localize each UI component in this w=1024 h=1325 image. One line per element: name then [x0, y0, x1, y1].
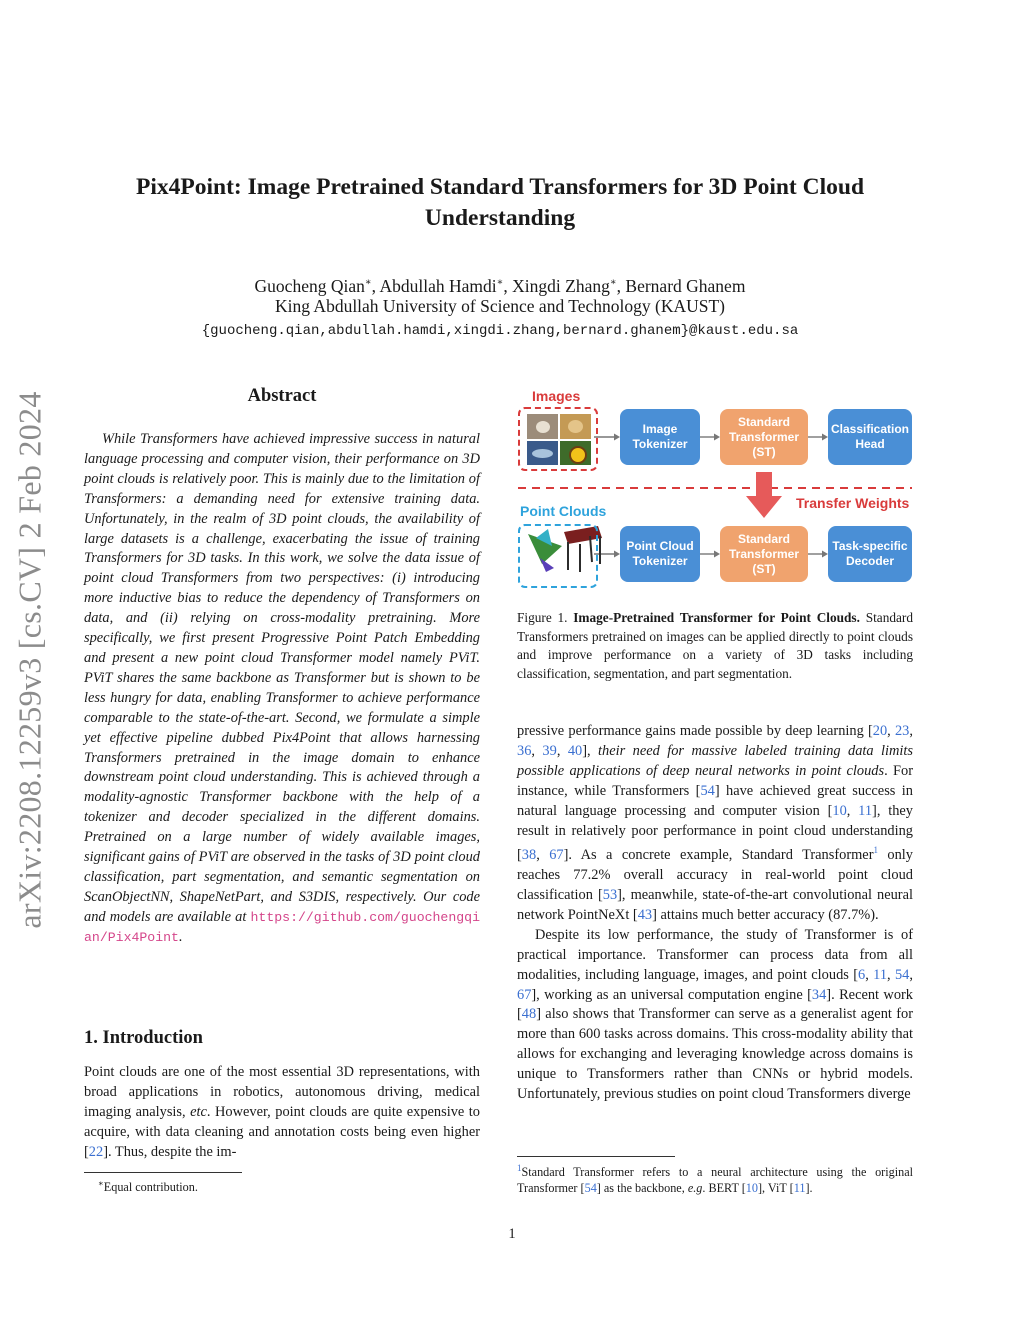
citation-link[interactable]: 53	[602, 887, 618, 904]
author-emails: {guocheng.qian,abdullah.hamdi,xingdi.zhang,bernard.ghanem}@kaust.edu.sa	[201, 323, 799, 339]
citation-link[interactable]: 10	[745, 1181, 758, 1196]
footnote-ref[interactable]: 1	[517, 1163, 522, 1173]
text-segment: ], meanwhile, state-of-the-art convolutional neural network PointNeXt [	[517, 887, 913, 923]
author-list: Guocheng Qian∗, Abdullah Hamdi∗, Xingdi Zhang∗, Bernard Ghanem	[254, 275, 746, 296]
arxiv-stamp	[0, 0, 60, 980]
standard-transformer-box-top: Standard Transformer (ST)	[720, 409, 808, 465]
citation-link[interactable]: 11	[858, 802, 873, 819]
citation-link[interactable]: 43	[637, 906, 653, 923]
text-segment: ,	[887, 723, 895, 739]
text-segment: ,	[846, 802, 859, 819]
text-segment: ], working as an universal computation engine [	[531, 986, 812, 1003]
paragraph	[517, 722, 913, 926]
citation-link[interactable]: 38	[521, 847, 537, 864]
footnote-ref[interactable]: 1	[873, 845, 878, 856]
footnote-rule-right	[517, 1156, 675, 1157]
citation-link[interactable]: 36	[517, 742, 532, 759]
text-segment: ,	[531, 742, 543, 759]
footnote-text: Equal contribution.	[103, 1180, 198, 1195]
classification-head-box: Classification Head	[828, 409, 912, 465]
standard-transformer-box-bottom: Standard Transformer (ST)	[720, 526, 808, 582]
text-segment: ].	[805, 1181, 813, 1196]
citation-link[interactable]: 11	[793, 1181, 806, 1196]
paper-title: Pix4Point: Image Pretrained Standard Transformers for 3D Point Cloud Understanding	[135, 174, 865, 231]
introduction-body	[84, 1063, 480, 1163]
italic-text: etc	[190, 1103, 207, 1120]
text-segment: . BERT [	[702, 1181, 746, 1196]
point-cloud-tokenizer-box: Point Cloud Tokenizer	[620, 526, 700, 582]
text-segment: ] also shows that Transformer can serve as a generalist agent for more than 600 tasks across domains. This cross-modality ability that allows for exchanging and leveraging knowledge across domains is unique to Transformers rather than CNNs or hybrid models. Unfortunately, previous studies on point cloud Transformers diverge	[517, 1006, 913, 1103]
citation-link[interactable]: 48	[521, 1006, 537, 1023]
author-mark: ∗	[609, 277, 617, 288]
citation-link[interactable]: 34	[811, 986, 827, 1003]
figure-caption	[517, 609, 913, 683]
transfer-weights-label: Transfer Weights	[796, 495, 910, 511]
introduction-heading: 1. Introduction	[84, 1028, 203, 1048]
citation-link[interactable]: 11	[873, 966, 888, 983]
text-segment: ]. Thus, despite the im-	[103, 1143, 237, 1160]
abstract-text: While Transformers have achieved impressive success in natural language processing and computer vision, their performance on 3D point clouds is relatively poor. This is mainly due to the limitation of Transformers: a demanding need for extensive training data. Unfortunately, in the realm of 3D point clouds, the availability of large datasets is a challenge, exacerbating the issue of training Transformers for 3D tasks. In this work, we solve the data issue of point cloud Transformers from two perspectives: (i) introducing more inductive bias to reduce the dependency of Transformers on data, and (ii) relying on cross-modality pretraining. More specifically, we first present Progressive Point Patch Embedding and present a new point cloud Transformer model namely PViT. PViT shares the same backbone as Transformer but is shown to be less hungry for data, enabling Transformer to achieve performance comparable to the state-of-the-art. Second, we formulate a simple yet effective pipeline dubbed Pix4Point that allows harnessing Transformers pretrained in the image domain to enhance downstream point cloud understanding. This is achieved through a modality-agnostic Transformer backbone with the help of a tokenizer and decoder specialized in the different domains. Pretrained on a large number of widely available images, significant gains of PViT are observed in the tasks of 3D point cloud classification, part segmentation, and semantic segmentation on ScanObjectNN, ShapeNetPart, and S3DIS, respectively. Our code and models are available at	[84, 431, 480, 925]
author-name: Guocheng Qian	[254, 275, 365, 296]
point-clouds-group	[518, 524, 598, 588]
caption-bold: Image-Pretrained Transformer for Point Clouds.	[573, 610, 860, 625]
abstract-end: .	[178, 928, 183, 945]
citation-link[interactable]: 6	[858, 966, 866, 983]
text-segment: Despite its low performance, the study of Transformer is of practical importance. Transformer can process data from all modalities, including language, images, and point clouds [	[517, 926, 913, 983]
text-segment: ,	[909, 966, 913, 983]
text-segment: ] have achieved great success in natural language processing and computer vision [	[517, 782, 913, 819]
paragraph	[517, 926, 913, 1105]
text-segment: ]. As a concrete example, Standard Transformer	[563, 847, 874, 864]
citation-link[interactable]: 10	[832, 802, 847, 819]
code-link[interactable]: https://github.com/guochengqian/Pix4Point	[84, 909, 480, 945]
citation-link[interactable]: 40	[567, 742, 583, 759]
text-segment: ,	[556, 742, 568, 759]
citation-link[interactable]: 23	[894, 723, 910, 739]
text-segment: ,	[909, 723, 913, 739]
transfer-weights-arrow	[746, 472, 782, 518]
author-name: Xingdi Zhang	[512, 275, 610, 296]
caption-label: Figure 1.	[517, 610, 568, 625]
text-segment: . For instance, while Transformers [	[517, 762, 913, 799]
point-clouds-label: Point Clouds	[520, 503, 607, 519]
text-segment: ,	[865, 966, 874, 983]
text-segment: ], ViT [	[757, 1181, 794, 1196]
author-name: Abdullah Hamdi	[379, 275, 497, 296]
text-segment: ]. Recent work [	[517, 986, 913, 1023]
italic-text: e.g	[687, 1181, 703, 1196]
figure-1	[514, 386, 914, 592]
affiliation: King Abdullah University of Science and Technology (KAUST)	[275, 296, 725, 316]
arxiv-id: arXiv:2208.12259v3 [cs.CV] 2 Feb 2024	[11, 391, 48, 929]
text-segment: Standard Transformer refers to a neural architecture using the original Transformer [	[517, 1165, 913, 1196]
page-number: 1	[508, 1226, 516, 1242]
abstract-heading: Abstract	[247, 386, 317, 406]
text-segment: ,	[536, 847, 550, 864]
footnote-mark: ∗	[98, 1178, 104, 1188]
right-column-body	[517, 722, 913, 1105]
caption-text: Standard Transformers pretrained on images can be applied directly to point clouds and improve performance on a variety of 3D tasks including classification, segmentation, and part segmentation.	[517, 610, 913, 681]
citation-link[interactable]: 54	[584, 1181, 597, 1196]
footnote-rule	[84, 1172, 242, 1173]
image-tokenizer-box: Image Tokenizer	[620, 409, 700, 465]
text-segment: Point clouds are one of the most essential 3D representations, with broad applications in robotics, autonomous driving, medical imaging analysis,	[84, 1064, 480, 1120]
text-segment: ],	[582, 742, 599, 759]
task-decoder-box: Task-specific Decoder	[828, 526, 912, 582]
abstract-body	[84, 430, 480, 948]
citation-link[interactable]: 54	[700, 782, 715, 799]
text-segment: ] as the backbone,	[596, 1181, 688, 1196]
citation-link[interactable]: 39	[542, 742, 557, 759]
citation-link[interactable]: 22	[88, 1143, 104, 1160]
author-name: Bernard Ghanem	[625, 275, 746, 296]
text-segment: only reaches 77.2% overall accuracy in real-world point cloud classification [	[517, 847, 913, 904]
citation-link[interactable]: 67	[517, 986, 532, 1003]
text-segment: ], they result in relatively poor performance in point cloud understanding [	[517, 802, 914, 864]
author-mark: ∗	[496, 277, 504, 288]
images-label: Images	[532, 388, 581, 404]
text-segment: pressive performance gains made possible by deep learning [	[517, 723, 873, 739]
text-segment: ,	[887, 966, 895, 983]
footnote-standard-transformer	[517, 1160, 913, 1196]
citation-link[interactable]: 54	[894, 966, 910, 983]
footnote-equal-contribution	[84, 1178, 198, 1195]
text-segment: ] attains much better accuracy (87.7%).	[652, 906, 879, 923]
author-mark: ∗	[364, 277, 372, 288]
italic-text: their need for massive labeled training data limits possible applications of deep neural networks in point clouds	[517, 742, 913, 779]
citation-link[interactable]: 20	[872, 723, 888, 739]
citation-link[interactable]: 67	[549, 847, 564, 864]
text-segment: . However, point clouds are quite expensive to acquire, with data cleaning and annotation costs being even higher [	[84, 1103, 480, 1160]
